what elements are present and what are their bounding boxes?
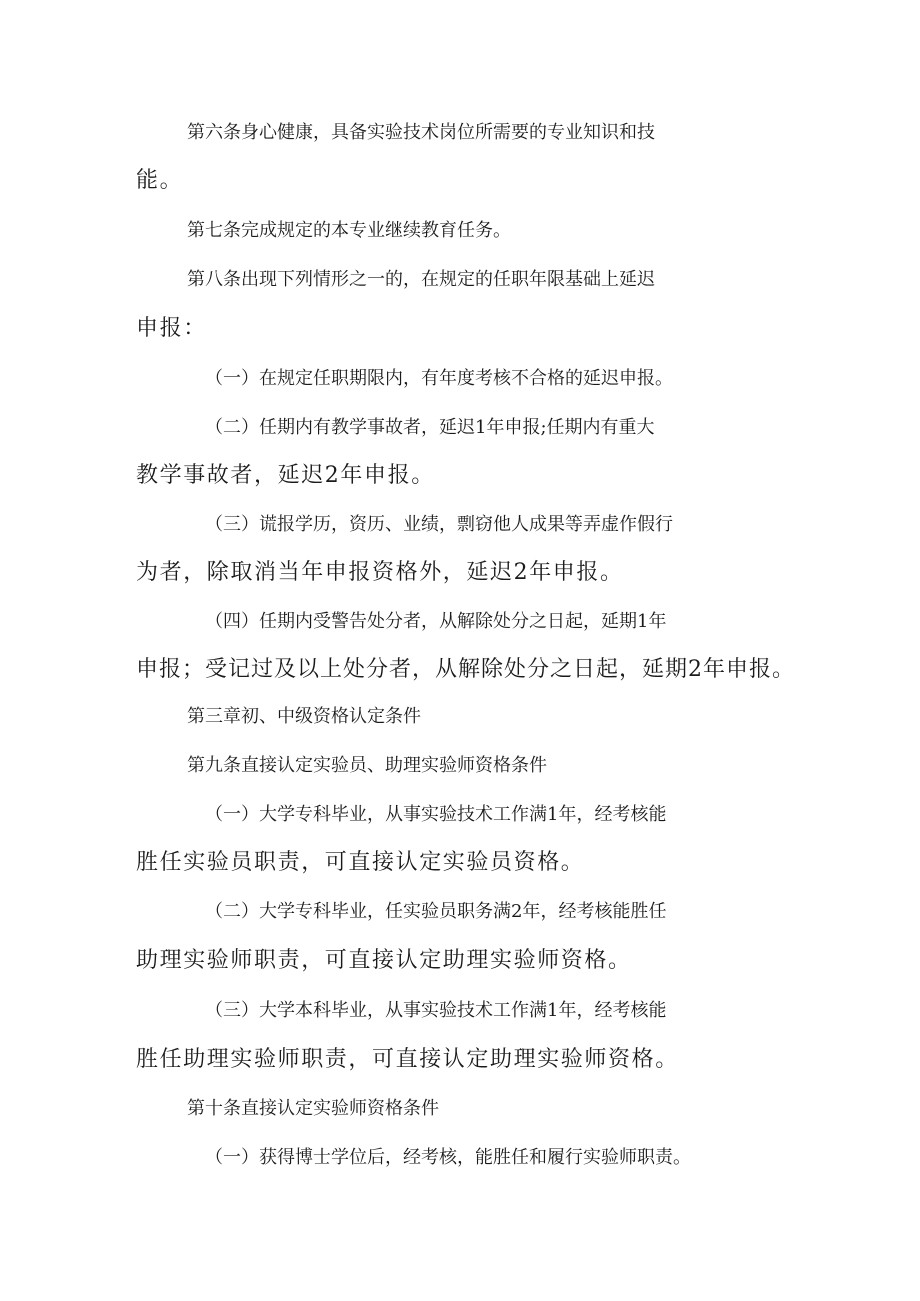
article-10-item-1: （一）获得博士学位后，经考核，能胜任和履行实验师职责。	[205, 1147, 691, 1168]
article-9-item-1-line-1: （一）大学专科毕业，从事实验技术工作满1年，经考核能	[205, 804, 667, 825]
article-8-line-2: 申报：	[136, 316, 207, 341]
article-8-item-3-line-1: （三）谎报学历，资历、业绩，剽窃他人成果等弄虚作假行	[205, 514, 673, 535]
article-9-item-1-line-2: 胜任实验员职责，可直接认定实验员资格。	[136, 850, 585, 875]
article-6-line-2: 能。	[136, 168, 184, 193]
article-8-item-1: （一）在规定任职期限内，有年度考核不合格的延迟申报。	[205, 368, 673, 389]
article-8-item-4-line-1: （四）任期内受警告处分者，从解除处分之日起，延期1年	[205, 611, 667, 632]
article-6-line-1: 第六条身心健康，具备实验技术岗位所需要的专业知识和技	[187, 122, 655, 143]
article-8-item-2-line-2: 教学事故者，延迟2年申报。	[136, 463, 435, 488]
article-7: 第七条完成规定的本专业继续教育任务。	[187, 220, 511, 241]
article-8-item-3-line-2: 为者，除取消当年申报资格外，延迟2年申报。	[136, 560, 624, 585]
article-8-item-2-line-1: （二）任期内有教学事故者，延迟1年申报;任期内有重大	[205, 417, 655, 438]
article-10: 第十条直接认定实验师资格条件	[187, 1098, 439, 1119]
article-9-item-3-line-1: （三）大学本科毕业，从事实验技术工作满1年，经考核能	[205, 1000, 667, 1021]
chapter-3-heading: 第三章初、中级资格认定条件	[187, 706, 421, 727]
article-9-item-3-line-2: 胜任助理实验师职责，可直接认定助理实验师资格。	[136, 1047, 679, 1072]
article-9-item-2-line-2: 助理实验师职责，可直接认定助理实验师资格。	[136, 948, 632, 973]
article-9-item-2-line-1: （二）大学专科毕业，任实验员职务满2年，经考核能胜任	[205, 901, 667, 922]
article-8-item-4-line-2: 申报；受记过及以上处分者，从解除处分之日起，延期2年申报。	[136, 657, 795, 682]
article-9: 第九条直接认定实验员、助理实验师资格条件	[187, 755, 547, 776]
article-8-line-1: 第八条出现下列情形之一的，在规定的任职年限基础上延迟	[187, 269, 655, 290]
